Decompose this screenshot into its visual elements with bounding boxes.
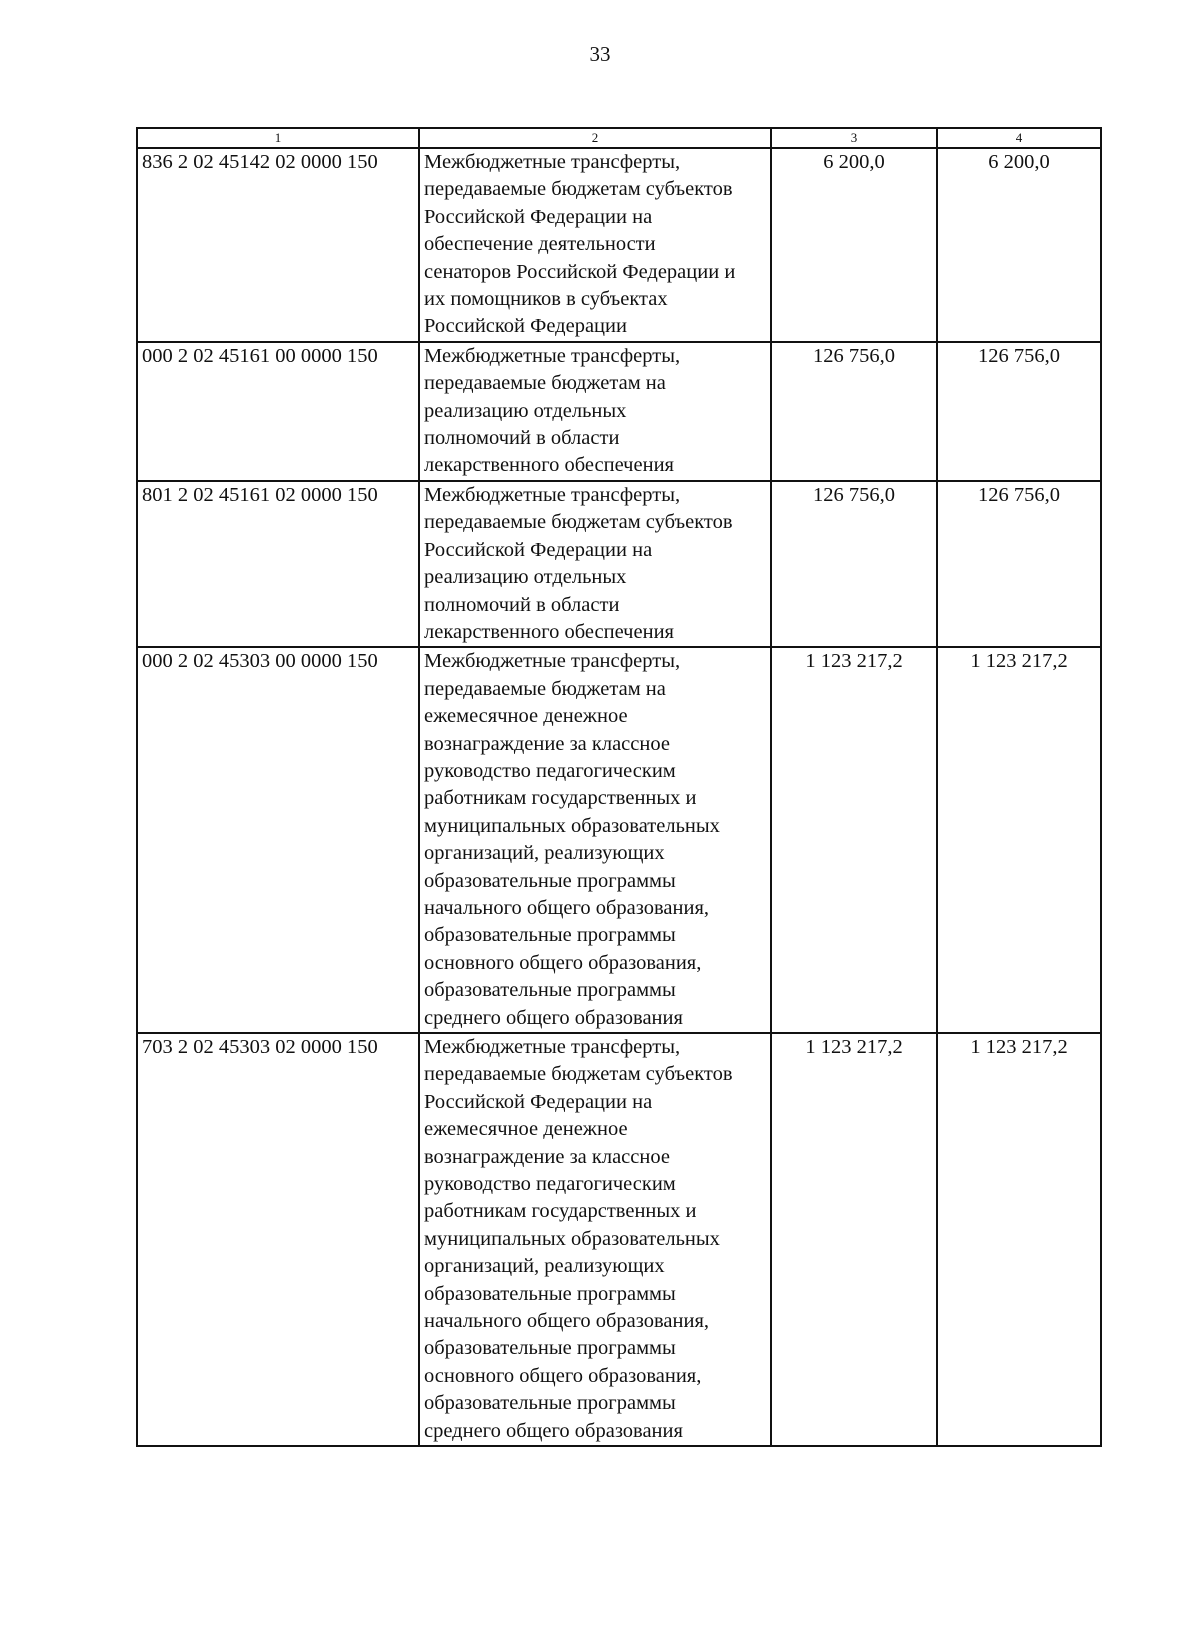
description-line: Межбюджетные трансферты,: [424, 344, 681, 367]
description-line: передаваемые бюджетам на: [424, 372, 666, 395]
amount-cell-col3: 6 200,0: [771, 148, 937, 342]
amount-cell-col4: 1 123 217,2: [937, 1033, 1101, 1446]
description-line: ежемесячное денежное: [424, 705, 628, 728]
description-line: полномочий в области: [424, 593, 620, 616]
description-line: среднего общего образования: [424, 1006, 683, 1029]
description-line: передаваемые бюджетам субъектов: [424, 1063, 733, 1086]
description-cell: [419, 1033, 771, 1446]
description-line: Межбюджетные трансферты,: [424, 483, 681, 506]
amount-cell-col3: 1 123 217,2: [771, 647, 937, 1033]
description-line: работникам государственных и: [424, 1200, 697, 1223]
amount-cell-col4: 1 123 217,2: [937, 647, 1101, 1033]
description-line: реализацию отдельных: [424, 566, 627, 589]
amount-cell-col4: 6 200,0: [937, 148, 1101, 342]
description-line: Межбюджетные трансферты,: [424, 151, 681, 173]
description-line: передаваемые бюджетам субъектов: [424, 511, 733, 534]
description-cell: [419, 481, 771, 647]
header-row: [137, 128, 1101, 148]
description-line: лекарственного обеспечения: [424, 620, 674, 643]
table-row: [137, 647, 1101, 1033]
table-row: [137, 342, 1101, 481]
amount-cell-col3: 126 756,0: [771, 481, 937, 647]
description-line: передаваемые бюджетам на: [424, 677, 666, 700]
page-number: 33: [589, 42, 611, 66]
description-line: образовательные программы: [424, 1337, 676, 1360]
amount-cell-col3: 126 756,0: [771, 342, 937, 481]
description-line: вознаграждение за классное: [424, 732, 670, 755]
description-line: передаваемые бюджетам субъектов: [424, 178, 733, 201]
amount-cell-col4: 126 756,0: [937, 481, 1101, 647]
description-line: обеспечение деятельности: [424, 233, 656, 256]
description-line: муниципальных образовательных: [424, 1227, 720, 1250]
description-line: среднего общего образования: [424, 1419, 683, 1442]
description-line: начального общего образования,: [424, 896, 710, 919]
description-line: основного общего образования,: [424, 1364, 702, 1387]
description-cell: [419, 647, 771, 1033]
description-line: Российской Федерации на: [424, 1090, 653, 1113]
description-line: сенаторов Российской Федерации и: [424, 260, 736, 283]
description-line: Межбюджетные трансферты,: [424, 650, 681, 673]
description-line: образовательные программы: [424, 924, 676, 947]
description-line: Российской Федерации: [424, 315, 627, 338]
column-number-2: 2: [419, 128, 771, 148]
table-header: [137, 128, 1101, 148]
table-row: [137, 481, 1101, 647]
description-line: образовательные программы: [424, 1392, 676, 1415]
description-line: начального общего образования,: [424, 1310, 710, 1333]
budget-code-cell: 703 2 02 45303 02 0000 150: [137, 1033, 419, 1446]
budget-code-cell: 836 2 02 45142 02 0000 150: [137, 148, 419, 342]
budget-code-cell: 000 2 02 45303 00 0000 150: [137, 647, 419, 1033]
amount-cell-col3: 1 123 217,2: [771, 1033, 937, 1446]
table-row: [137, 148, 1101, 342]
column-number-1: 1: [137, 128, 419, 148]
description-line: организаций, реализующих: [424, 1255, 665, 1278]
budget-code-cell: 000 2 02 45161 00 0000 150: [137, 342, 419, 481]
description-line: Межбюджетные трансферты,: [424, 1036, 681, 1058]
description-line: основного общего образования,: [424, 951, 702, 974]
description-line: образовательные программы: [424, 869, 676, 892]
table-row: [137, 1033, 1101, 1446]
description-line: ежемесячное денежное: [424, 1118, 628, 1141]
description-line: вознаграждение за классное: [424, 1145, 670, 1168]
description-line: их помощников в субъектах: [424, 288, 668, 311]
description-line: лекарственного обеспечения: [424, 454, 674, 477]
description-line: полномочий в области: [424, 427, 620, 450]
column-number-3: 3: [771, 128, 937, 148]
amount-cell-col4: 126 756,0: [937, 342, 1101, 481]
budget-code-cell: 801 2 02 45161 02 0000 150: [137, 481, 419, 647]
description-line: организаций, реализующих: [424, 842, 665, 865]
description-line: муниципальных образовательных: [424, 814, 720, 837]
description-line: Российской Федерации на: [424, 538, 653, 561]
description-cell: [419, 148, 771, 342]
description-line: руководство педагогическим: [424, 759, 676, 782]
description-line: руководство педагогическим: [424, 1173, 676, 1196]
description-line: образовательные программы: [424, 979, 676, 1002]
table-body: [137, 148, 1101, 1446]
description-line: реализацию отдельных: [424, 399, 627, 422]
description-cell: [419, 342, 771, 481]
column-number-4: 4: [937, 128, 1101, 148]
budget-table: [136, 127, 1102, 1447]
description-line: образовательные программы: [424, 1282, 676, 1305]
description-line: Российской Федерации на: [424, 205, 653, 228]
description-line: работникам государственных и: [424, 787, 697, 810]
